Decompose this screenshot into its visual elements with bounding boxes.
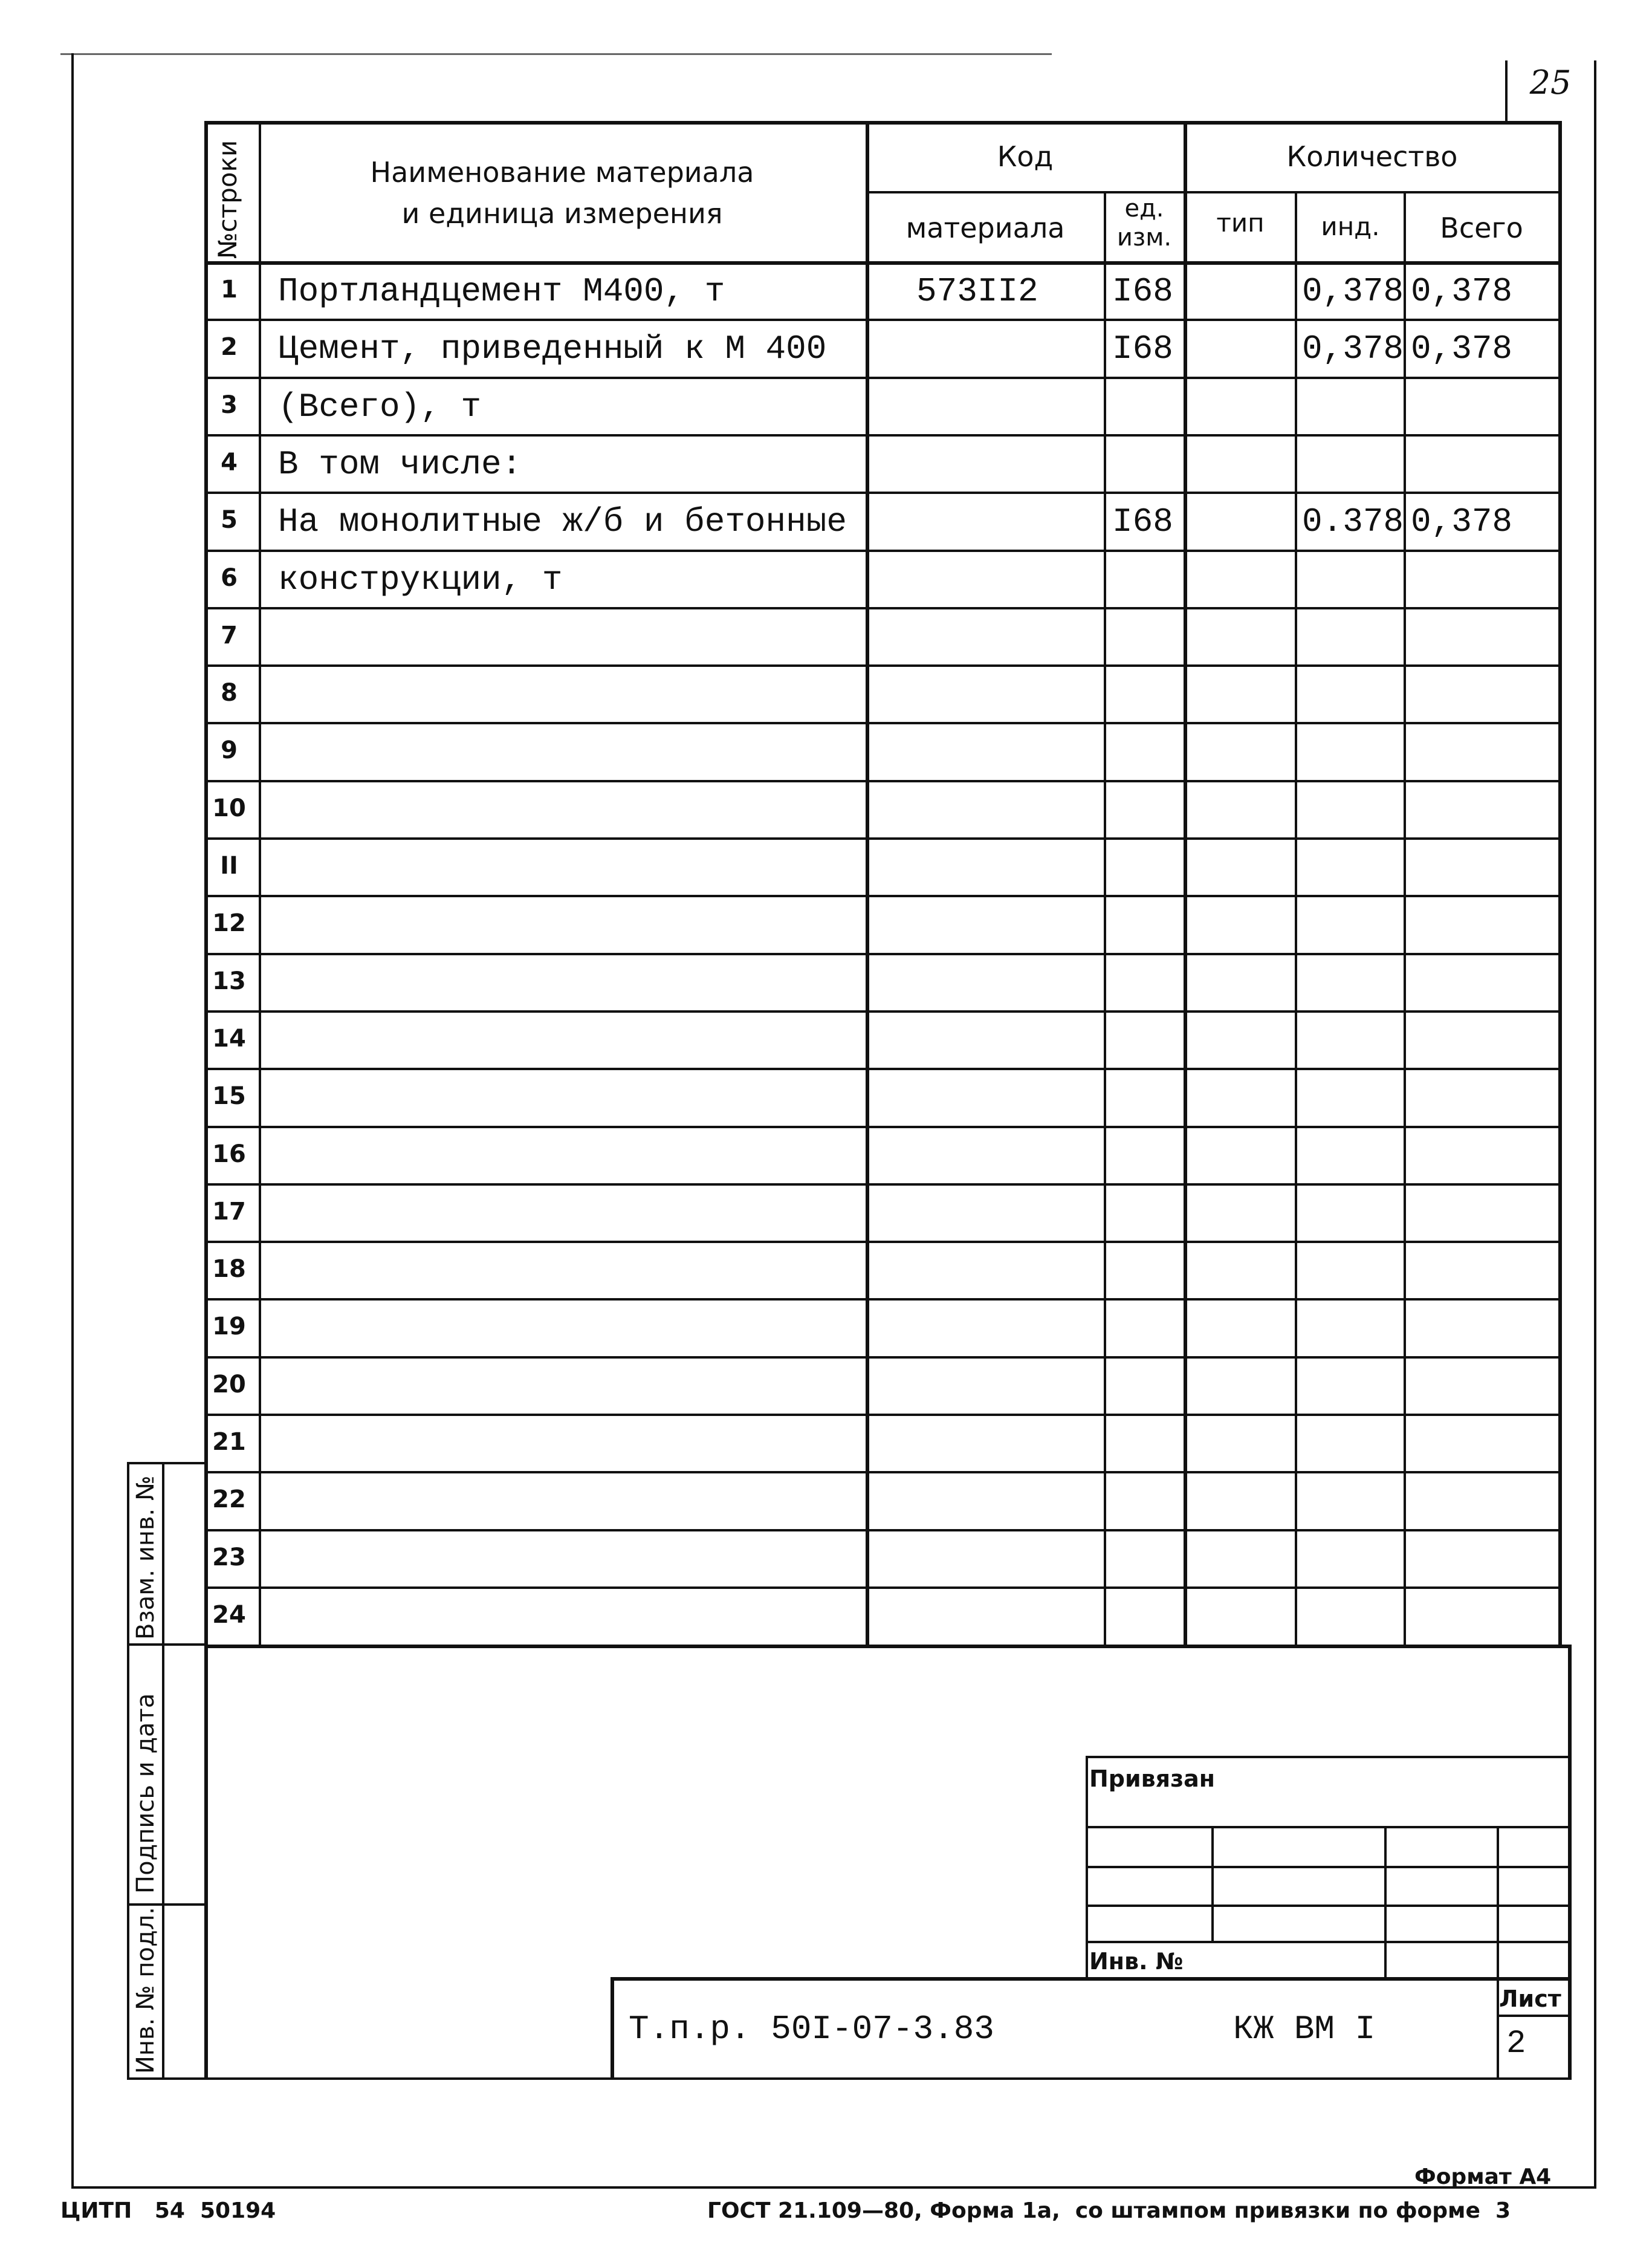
row-number: 2 bbox=[221, 333, 238, 361]
list-divider bbox=[1497, 2015, 1569, 2017]
privyazan-top bbox=[1086, 1756, 1569, 1758]
row-number: 9 bbox=[221, 736, 238, 764]
page-number: 25 bbox=[1529, 63, 1572, 102]
doc-mark: КЖ ВМ I bbox=[1233, 2010, 1376, 2048]
row-number: 5 bbox=[221, 506, 238, 534]
unit-code: I68 bbox=[1112, 330, 1173, 368]
stamp-left bbox=[204, 1645, 208, 2080]
row-number: 12 bbox=[212, 909, 246, 937]
row-number: 13 bbox=[212, 967, 246, 995]
row-number: 8 bbox=[221, 679, 238, 707]
header-code: Код bbox=[997, 140, 1054, 173]
quantity-total: 0,378 bbox=[1411, 502, 1513, 541]
row-number: 1 bbox=[221, 276, 238, 304]
unit-code: I68 bbox=[1112, 502, 1173, 541]
material-name: Цемент, приведенный к М 400 bbox=[278, 330, 827, 368]
table-right bbox=[1558, 121, 1562, 1645]
list-label: Лист bbox=[1499, 1986, 1561, 2012]
row-separator bbox=[204, 895, 1561, 897]
header-quantity: Количество bbox=[1286, 140, 1458, 173]
header-name-line2: и единица измерения bbox=[401, 197, 723, 230]
quantity-total: 0,378 bbox=[1411, 330, 1513, 368]
header-ind: инд. bbox=[1321, 212, 1380, 241]
row-separator bbox=[204, 1241, 1561, 1243]
row-separator bbox=[204, 1414, 1561, 1416]
row-separator bbox=[204, 953, 1561, 955]
row-separator bbox=[204, 607, 1561, 609]
row-separator bbox=[204, 550, 1561, 552]
privyazan-col2 bbox=[1384, 1826, 1387, 1977]
inv-no-label: Инв. № bbox=[1089, 1948, 1184, 1975]
quantity-total: 0,378 bbox=[1411, 272, 1513, 311]
header-total: Всего bbox=[1440, 212, 1523, 244]
material-name: На монолитные ж/б и бетонные bbox=[278, 502, 847, 541]
row-number: 17 bbox=[212, 1198, 246, 1226]
material-code: 573II2 bbox=[916, 272, 1038, 311]
row-number: 16 bbox=[212, 1140, 246, 1168]
header-row-no: №строки bbox=[213, 140, 242, 259]
side-strip-line2 bbox=[127, 1903, 206, 1906]
header-bottom bbox=[204, 261, 1561, 265]
stamp-top bbox=[204, 1645, 1570, 1648]
stamp-bottom bbox=[127, 2077, 1570, 2080]
row-number: 18 bbox=[212, 1255, 246, 1283]
side-strip-left bbox=[127, 1462, 129, 2077]
table-top bbox=[204, 121, 1558, 125]
header-unit-line1: ед. bbox=[1124, 195, 1164, 222]
header-name-line1: Наименование материала bbox=[370, 156, 754, 189]
privyazan-col1 bbox=[1211, 1826, 1214, 1941]
quantity-ind: 0,378 bbox=[1302, 272, 1404, 311]
right-page-border bbox=[1594, 60, 1596, 2189]
row-separator bbox=[204, 837, 1561, 840]
row-number: 7 bbox=[221, 622, 238, 649]
col-rownum-divider bbox=[259, 121, 261, 1645]
row-separator bbox=[204, 434, 1561, 437]
format-label: Формат А4 bbox=[1414, 2164, 1552, 2189]
row-separator bbox=[204, 1068, 1561, 1070]
subheader-line bbox=[866, 191, 1561, 193]
row-number: 10 bbox=[212, 794, 246, 822]
row-number: 22 bbox=[212, 1486, 246, 1513]
row-separator bbox=[204, 1126, 1561, 1128]
header-material: материала bbox=[905, 212, 1065, 244]
row-number: 21 bbox=[212, 1428, 246, 1456]
col-material-divider bbox=[1104, 191, 1106, 1645]
row-number: 20 bbox=[212, 1371, 246, 1398]
material-name: конструкции, т bbox=[278, 560, 563, 599]
row-separator bbox=[204, 1010, 1561, 1013]
left-page-border bbox=[71, 53, 74, 2187]
side-strip-divider bbox=[162, 1462, 164, 2077]
row-separator bbox=[204, 1356, 1561, 1359]
row-separator bbox=[204, 722, 1561, 724]
side-strip-line1 bbox=[127, 1643, 206, 1646]
row-number: II bbox=[220, 852, 238, 880]
row-separator bbox=[204, 492, 1561, 494]
bottom-page-border bbox=[71, 2186, 1596, 2189]
row-separator bbox=[204, 1529, 1561, 1531]
row-separator bbox=[204, 319, 1561, 321]
row-separator bbox=[204, 377, 1561, 379]
side-strip-top bbox=[127, 1462, 206, 1464]
privyazan-label: Привязан bbox=[1089, 1765, 1216, 1792]
label-vzam-inv: Взам. инв. № bbox=[132, 1475, 160, 1640]
label-podpis-data: Подпись и дата bbox=[132, 1693, 160, 1894]
title-block-left bbox=[611, 1977, 614, 2080]
list-number: 2 bbox=[1506, 2025, 1526, 2062]
quantity-ind: 0,378 bbox=[1302, 330, 1404, 368]
col-type-divider bbox=[1295, 191, 1297, 1645]
quantity-ind: 0.378 bbox=[1302, 502, 1404, 541]
doc-code: Т.п.р. 50I-07-3.83 bbox=[629, 2010, 994, 2048]
row-separator bbox=[204, 1586, 1561, 1589]
header-unit-line2: изм. bbox=[1116, 224, 1172, 252]
row-separator bbox=[204, 780, 1561, 782]
label-inv-podl: Инв. № подл. bbox=[132, 1907, 160, 2074]
row-number: 14 bbox=[212, 1025, 246, 1053]
row-number: 19 bbox=[212, 1313, 246, 1340]
col-unit-divider bbox=[1184, 121, 1187, 1645]
privyazan-col3 bbox=[1497, 1826, 1499, 2077]
footer-left: ЦИТП 54 50194 bbox=[60, 2198, 276, 2223]
page-number-divider bbox=[1505, 60, 1508, 121]
row-separator bbox=[204, 1471, 1561, 1473]
row-number: 24 bbox=[212, 1601, 246, 1629]
title-block-top bbox=[611, 1977, 1570, 1981]
col-name-divider bbox=[866, 121, 869, 1645]
row-separator bbox=[204, 1183, 1561, 1186]
footer-right: ГОСТ 21.109—80, Форма 1а, со штампом привязки по форме 3 bbox=[707, 2198, 1511, 2223]
material-name: В том числе: bbox=[278, 445, 522, 484]
header-type: тип bbox=[1216, 208, 1265, 238]
row-number: 23 bbox=[212, 1544, 246, 1571]
row-number: 15 bbox=[212, 1082, 246, 1110]
material-name: (Всего), т bbox=[278, 388, 482, 426]
material-name: Портландцемент М400, т bbox=[278, 272, 725, 311]
row-number: 6 bbox=[221, 564, 238, 592]
col-ind-divider bbox=[1404, 191, 1406, 1645]
row-separator bbox=[204, 664, 1561, 667]
row-number: 4 bbox=[221, 449, 238, 476]
unit-code: I68 bbox=[1112, 272, 1173, 311]
row-separator bbox=[204, 1298, 1561, 1301]
row-number: 3 bbox=[221, 391, 238, 419]
top-edge bbox=[60, 53, 1052, 55]
